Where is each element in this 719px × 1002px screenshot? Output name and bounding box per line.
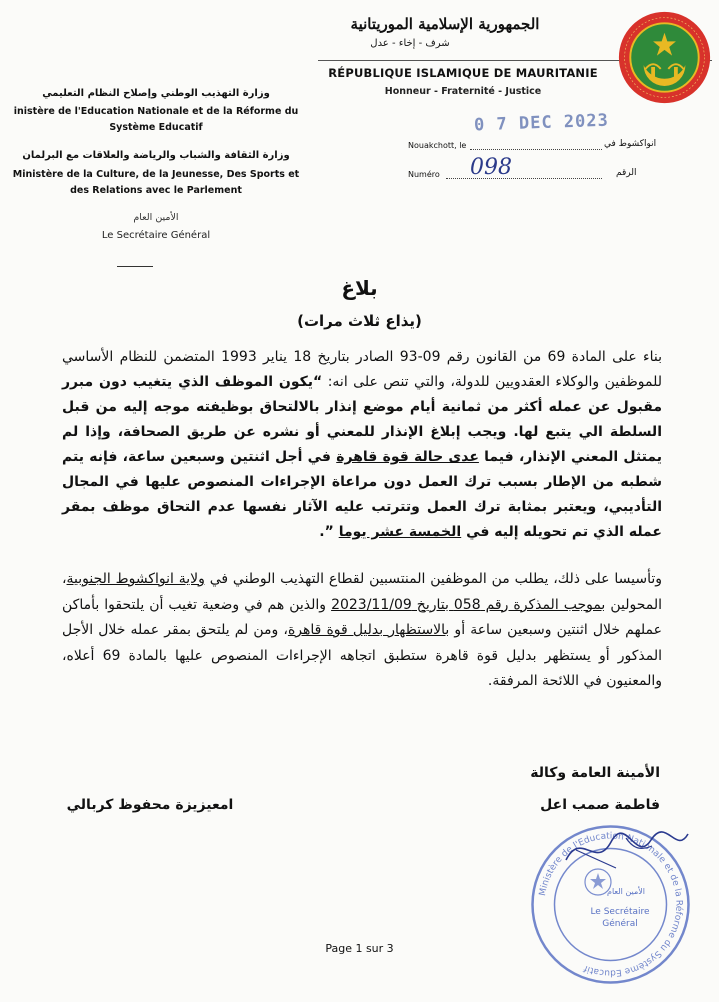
secretary-general-fr: Le Secrétaire Général	[101, 230, 211, 241]
stamp-ring-text-fr: Ministère de l'Education Nationale et de la Réforme du Système Educatif	[538, 831, 684, 978]
signatory-name: فاطمة صمب اعل	[540, 797, 660, 813]
number-label-fr: Numéro	[408, 170, 440, 179]
date-stamp: 0 7 DEC 2023	[473, 110, 610, 136]
motto-fr: Honneur - Fraternité - Justice	[384, 86, 542, 97]
p1-quote-end: ”.	[319, 524, 339, 540]
p1-quote-start: “يكون الموظف الذي يتغيب دون مبرر مقبول عن عمله أكثر من ثمانية أيام موضع إنذار بالالتحاق بوظيفته موجه إليه من قبل السلطة الي يتبع لها. ويجب إبلاغ الإنذار للمعني أو نشره عن طريق الصحافة، وإذا لم يمتثل المعني الإنذار، فيما	[62, 374, 662, 465]
page-number: Page 1 sur 3	[325, 942, 394, 955]
p2-wilaya: ولاية انواكشوط الجنوبية	[66, 571, 205, 587]
handwritten-signature	[556, 820, 696, 880]
date-line	[470, 149, 602, 150]
ministry-culture-ar: وزارة الثقافة والشباب والرياضة والعلاقات مع البرلمان	[22, 150, 290, 161]
republic-title-ar: الجمهورية الإسلامية الموريتانية	[350, 15, 540, 33]
place-label-ar: انواكشوط في	[604, 139, 657, 149]
section-divider	[117, 266, 153, 267]
ministry-culture-fr: Ministère de la Culture, de la Jeunesse, Des Sports et des Relations avec le Parlement	[12, 169, 300, 196]
p1-quote-middle: في أجل اثنتين وسبعين ساعة، فإنه يتم شطبه من الإطار بسبب ترك العمل دون مراعاة الإجراءات المنصوص عليها في المجال التأديبي، ويعتبر بمثابة ترك العمل وتترتب عليه الآثار نفسها عدم التحاق موظف بمقر عمله الذي تم تحويله إليه في	[62, 449, 662, 540]
stamp-inner-fr-2: Général	[602, 919, 638, 929]
p2-intro: وتأسيسا على ذلك، يطلب من الموظفين المنتسبين لقطاع التهذيب الوطني في	[204, 571, 663, 587]
stamp-inner-ar: الأمين العام	[606, 887, 646, 896]
secretary-general-ar: الأمين العام	[133, 212, 179, 223]
body-paragraph-2	[62, 567, 662, 695]
ministry-education-fr: inistère de l'Education Nationale et de la Réforme du Système Educatif	[13, 106, 299, 133]
motto-ar: شرف - إخاء - عدل	[370, 38, 450, 49]
signatory-title: الأمينة العامة وكالة	[530, 765, 660, 781]
p2-memo-ref: بموجب المذكرة رقم 058 بتاريخ 2023/11/09	[331, 596, 606, 613]
p1-force-majeure: عدى حالة قوة قاهرة	[336, 449, 479, 465]
number-label-ar: الرقم	[616, 168, 637, 178]
republic-title-fr: RÉPUBLIQUE ISLAMIQUE DE MAURITANIE	[328, 66, 598, 80]
p2-end: ، ومن لم يلتحق بمقر عمله خلال الأجل المذكور أو يستظهر بدليل قوة قاهرة ستطبق اتجاهه الإجراءات المنصوص عليها بالمادة 69 أعلاه، والمعنيون في اللائحة المرفقة.	[62, 622, 662, 689]
stamp-inner-fr-1: Le Secrétaire	[590, 907, 650, 917]
p2-proof: بالاستظهار بدليل قوة قاهرة	[287, 622, 450, 638]
second-signatory-name: امعيزيزة محفوظ كربالي	[66, 797, 234, 813]
notice-subtitle: (يذاع ثلاث مرات)	[297, 312, 422, 330]
body-paragraph-1	[62, 345, 662, 545]
national-emblem-logo	[617, 10, 712, 105]
p1-fifteen-days: الخمسة عشر يوما	[338, 524, 462, 540]
ministry-education-ar: وزارة التهذيب الوطني وإصلاح النظام التعليمي	[42, 88, 270, 99]
p1-intro: بناء على المادة 69 من القانون رقم 09-93 الصادر بتاريخ 18 يناير 1993 المتضمن للنظام الأساسي للموظفين والوكلاء العقدويين للدولة، والتي تنص على انه:	[62, 349, 663, 390]
p2-middle: والذين هم في وضعية تغيب أن يلتحقوا بأماكن عملهم خلال اثنتين وسبعين ساعة أو	[62, 596, 662, 638]
document-number: 098	[470, 155, 512, 180]
notice-title: بلاغ	[341, 276, 378, 300]
place-label-fr: Nouakchott, le	[408, 141, 467, 150]
p2-transferred: ، المحولين	[62, 571, 663, 613]
